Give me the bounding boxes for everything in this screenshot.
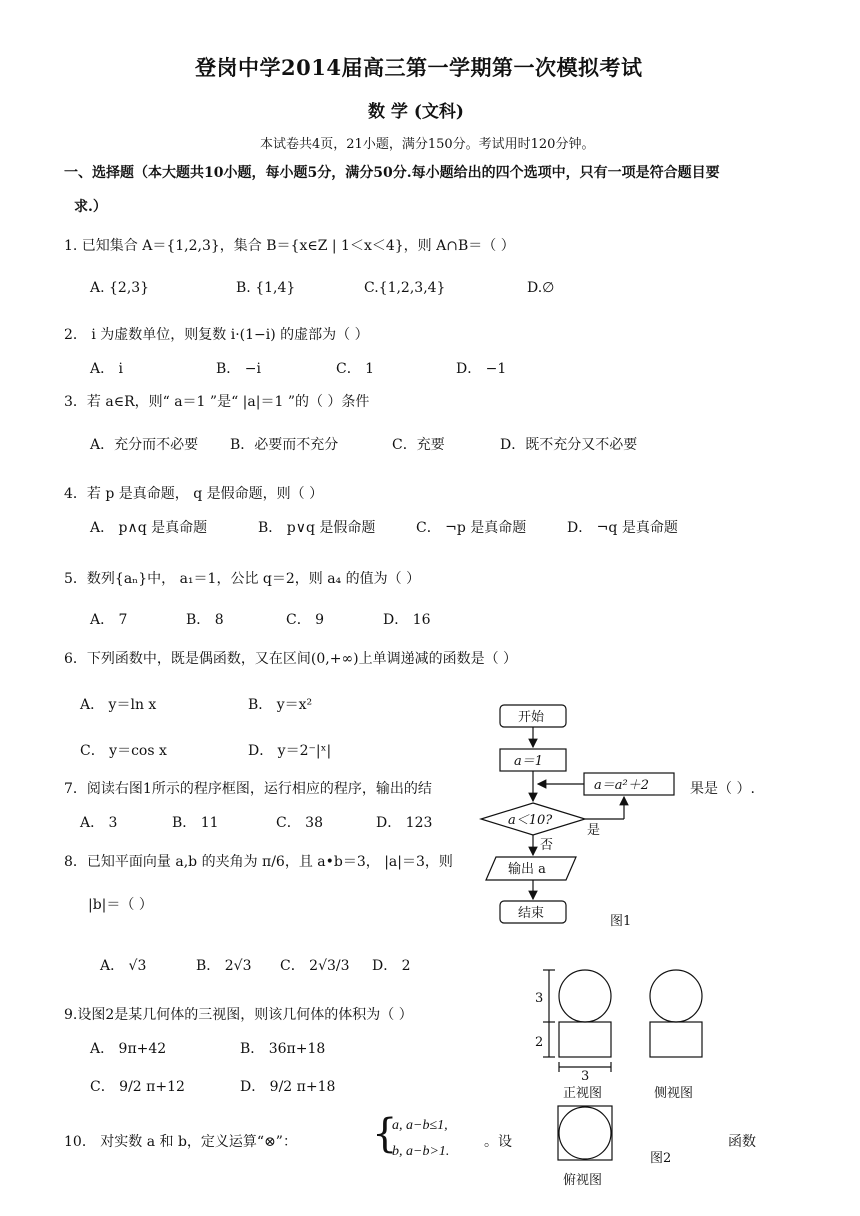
dimension-height-3: 3 <box>535 991 544 1006</box>
question-5-option-c: C． 9 <box>286 612 325 628</box>
question-3-option-d: D．既不充分又不必要 <box>500 437 638 453</box>
question-4-option-b: B． p∨q 是假命题 <box>258 520 376 536</box>
question-9-option-a: A． 9π+42 <box>90 1041 167 1057</box>
question-8-option-a: A． √3 <box>100 958 147 974</box>
question-3-option-c: C．充要 <box>392 437 445 453</box>
question-7-option-b: B． 11 <box>172 815 219 831</box>
question-4-option-c: C． ¬p 是真命题 <box>416 520 527 536</box>
question-7-option-d: D． 123 <box>376 815 433 831</box>
front-view-rect <box>559 1022 611 1057</box>
question-5-option-b: B． 8 <box>186 612 224 628</box>
operator-definition-brace: { <box>372 1111 398 1157</box>
question-6-option-d: D． y＝2⁻|ˣ| <box>248 743 332 759</box>
question-8-option-b: B． 2√3 <box>196 958 252 974</box>
question-4-stem: 4．若 p 是真命题， q 是假命题，则（ ） <box>64 486 324 502</box>
question-5-option-d: D． 16 <box>383 612 431 628</box>
exam-info: 本试卷共4页，21小题，满分150分。考试用时120分钟。 <box>260 137 595 152</box>
question-1-option-d: D.∅ <box>527 280 555 296</box>
top-view-circle <box>559 1107 611 1159</box>
flow-no-label: 否 <box>540 838 554 853</box>
flow-output-label: 输出 a <box>508 862 546 877</box>
question-1-option-a: A. {2,3} <box>90 280 150 296</box>
question-7-stem-tail: 果是（ ）. <box>690 781 755 797</box>
question-4-option-a: A． p∧q 是真命题 <box>90 520 208 536</box>
front-view-label: 正视图 <box>563 1086 603 1101</box>
question-8-option-c: C． 2√3/3 <box>280 958 350 974</box>
question-9-option-b: B． 36π+18 <box>240 1041 326 1057</box>
question-6-option-c: C． y＝cos x <box>80 743 167 759</box>
question-10-stem: 10． 对实数 a 和 b，定义运算“⊗”： <box>64 1134 297 1150</box>
question-2-option-b: B． −i <box>216 361 261 377</box>
section-heading: 一、选择题（本大题共10小题，每小题5分，满分50分.每小题给出的四个选项中，只有一项是符合题目要 <box>64 165 720 181</box>
question-2-option-a: A． i <box>90 361 124 377</box>
question-9-option-d: D． 9/2 π+18 <box>240 1079 336 1095</box>
question-2-option-d: D． −1 <box>456 361 507 377</box>
question-9-stem: 9.设图2是某几何体的三视图，则该几何体的体积为（ ） <box>64 1007 413 1023</box>
question-5-stem: 5．数列{aₙ}中， a₁＝1，公比 q＝2，则 a₄ 的值为（ ） <box>64 571 421 587</box>
section-heading-cont: 求.） <box>74 199 107 215</box>
top-view-label: 俯视图 <box>563 1173 603 1188</box>
question-1-option-c: C.{1,2,3,4} <box>364 280 446 296</box>
question-8-stem: 8．已知平面向量 a,b 的夹角为 π/6，且 a•b＝3， |a|＝3，则 <box>64 854 453 870</box>
exam-title: 登岗中学2014届高三第一学期第一次模拟考试 <box>195 55 643 80</box>
dimension-width-3: 3 <box>581 1069 590 1084</box>
flow-end-label: 结束 <box>518 906 545 921</box>
side-view-circle <box>650 970 702 1022</box>
side-view-label: 侧视图 <box>654 1086 694 1101</box>
question-3-option-a: A．充分而不必要 <box>90 437 199 453</box>
question-9-option-c: C． 9/2 π+12 <box>90 1079 185 1095</box>
question-7-option-c: C． 38 <box>276 815 323 831</box>
flow-condition-label: a＜10? <box>508 813 553 828</box>
question-3-stem: 3．若 a∈R，则“ a＝1 ”是“ |a|＝1 ”的（ ）条件 <box>64 394 370 410</box>
question-1-option-b: B. {1,4} <box>236 280 296 296</box>
question-7-stem: 7．阅读右图1所示的程序框图，运行相应的程序，输出的结 <box>64 781 432 797</box>
question-10-tail-2: 函数 <box>728 1134 756 1150</box>
dimension-height-2: 2 <box>535 1035 544 1050</box>
flow-update-label: a＝a²＋2 <box>594 778 649 793</box>
top-view-square <box>558 1106 612 1160</box>
question-3-option-b: B．必要而不充分 <box>230 437 339 453</box>
flow-start-label: 开始 <box>518 710 545 725</box>
question-6-option-b: B． y＝x² <box>248 697 313 713</box>
question-6-option-a: A． y＝ln x <box>80 697 157 713</box>
question-2-option-c: C． 1 <box>336 361 375 377</box>
question-8-option-d: D． 2 <box>372 958 411 974</box>
operator-case-1: a, a−b≤1, <box>392 1118 448 1133</box>
flow-yes-label: 是 <box>587 823 601 838</box>
figure-1-caption: 图1 <box>610 914 632 929</box>
flow-init-label: a＝1 <box>514 754 544 769</box>
question-7-option-a: A． 3 <box>80 815 118 831</box>
question-1-stem: 1. 已知集合 A＝{1,2,3}，集合 B＝{x∈Z | 1＜x＜4}，则 A∩B＝（ ） <box>64 238 515 254</box>
front-view-circle <box>559 970 611 1022</box>
subject-title: 数 学 (文科) <box>368 102 464 122</box>
question-4-option-d: D． ¬q 是真命题 <box>567 520 678 536</box>
question-6-stem: 6．下列函数中，既是偶函数，又在区间(0,+∞)上单调递减的函数是（ ） <box>64 651 518 667</box>
side-view-rect <box>650 1022 702 1057</box>
question-5-option-a: A． 7 <box>90 612 128 628</box>
question-8-stem-cont: |b|＝（ ） <box>88 897 153 913</box>
question-10-tail: 。设 <box>484 1134 512 1150</box>
three-views-figure-2 <box>543 970 702 1160</box>
question-2-stem: 2． i 为虚数单位，则复数 i·(1−i) 的虚部为（ ） <box>64 327 369 343</box>
figure-2-caption: 图2 <box>650 1151 672 1166</box>
operator-case-2: b, a−b>1. <box>392 1144 450 1159</box>
